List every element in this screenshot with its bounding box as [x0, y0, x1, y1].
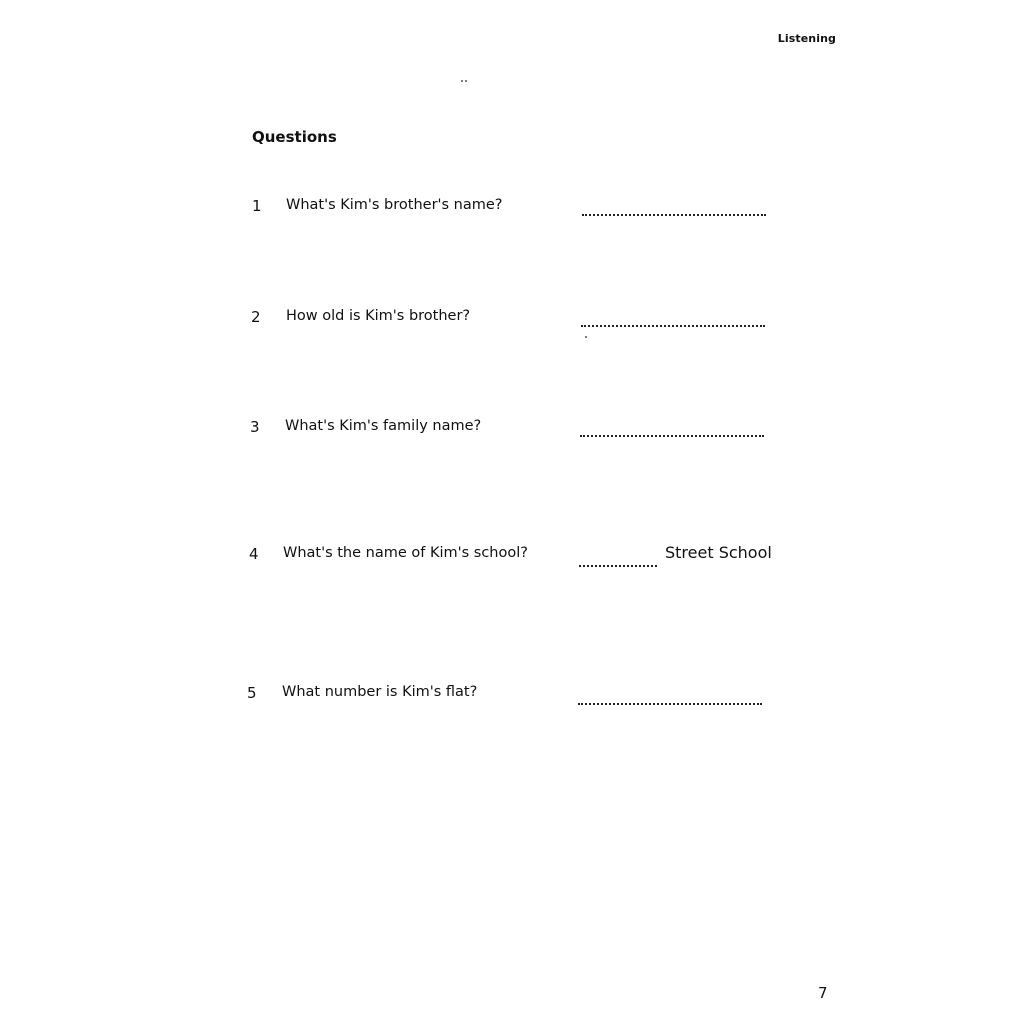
question-number: 2 — [251, 308, 261, 326]
questions-heading: Questions — [252, 128, 337, 146]
question-number: 4 — [249, 545, 259, 563]
question-text: How old is Kim's brother? — [286, 308, 471, 324]
answer-blank[interactable] — [580, 434, 764, 437]
answer-blank[interactable] — [578, 702, 762, 705]
answer-prefill: Street School — [665, 543, 772, 562]
question-number: 1 — [252, 197, 262, 215]
answer-blank[interactable] — [579, 564, 657, 567]
print-speck — [465, 80, 467, 82]
print-speck — [461, 80, 463, 82]
question-text: What's the name of Kim's school? — [283, 545, 528, 561]
answer-blank[interactable] — [582, 213, 766, 216]
section-label: Listening — [777, 32, 836, 45]
page-number: 7 — [818, 984, 828, 1002]
answer-blank[interactable] — [581, 324, 765, 327]
question-text: What's Kim's family name? — [285, 418, 482, 434]
question-number: 5 — [247, 684, 257, 702]
question-number: 3 — [250, 418, 260, 436]
question-text: What's Kim's brother's name? — [286, 197, 503, 213]
print-speck — [585, 336, 587, 338]
question-text: What number is Kim's flat? — [282, 684, 478, 700]
